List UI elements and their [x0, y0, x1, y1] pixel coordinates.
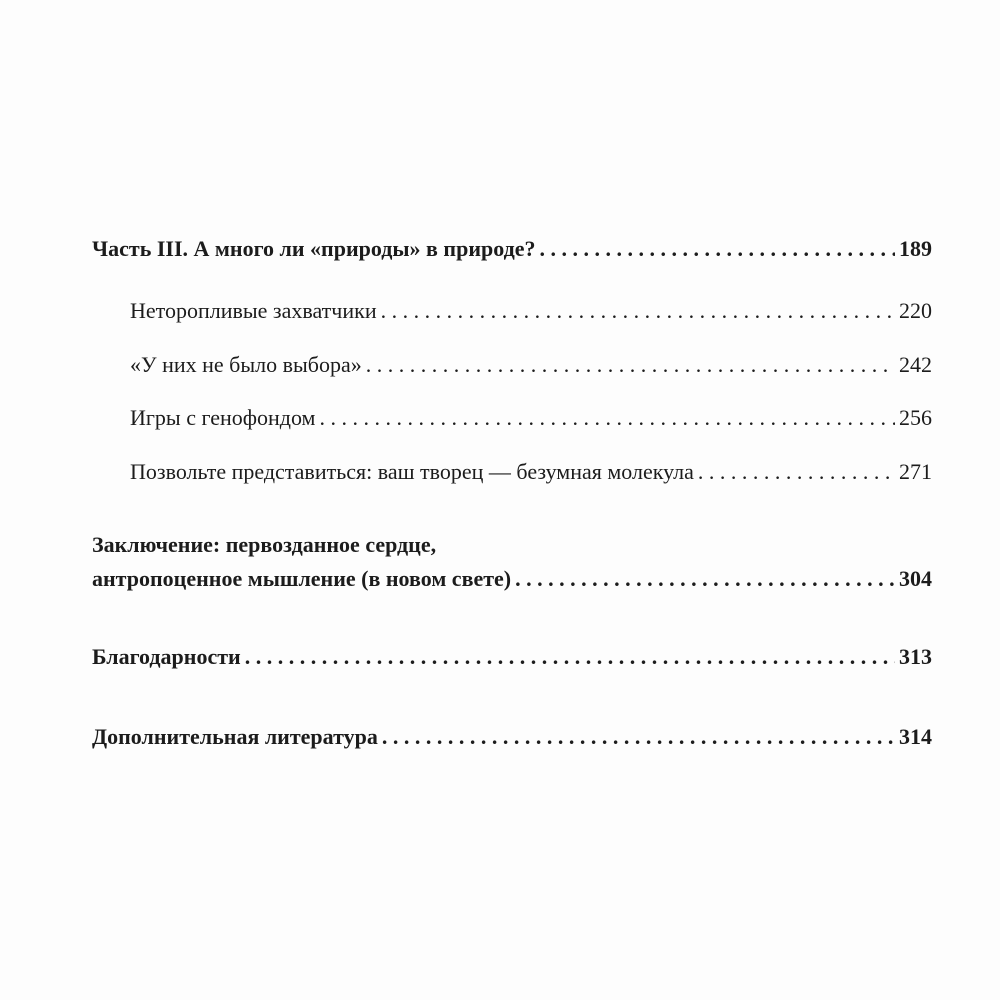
toc-entry-label: «У них не было выбора»: [130, 352, 362, 377]
toc-entry-label: Неторопливые захватчики: [130, 298, 377, 323]
toc-page-number: 220: [899, 298, 932, 323]
toc-entry-label: Позвольте представиться: ваш творец — безумная молекула: [130, 459, 694, 484]
dot-leader: [366, 348, 895, 382]
toc-entry-chapter[interactable]: [130, 455, 932, 489]
toc-entry-label-line1: Заключение: первозданное сердце,: [92, 532, 437, 557]
toc-entry-chapter[interactable]: [130, 294, 932, 328]
toc-entry-conclusion[interactable]: [92, 528, 932, 596]
toc-entry-chapter[interactable]: [130, 401, 932, 435]
toc-page-number: 313: [899, 644, 932, 669]
toc-page-number: 189: [899, 236, 932, 261]
toc-entry-label: Благодарности: [92, 644, 241, 669]
toc-page-number: 256: [899, 405, 932, 430]
dot-leader: [381, 294, 895, 328]
toc-entry-label: Игры с генофондом: [130, 405, 316, 430]
dot-leader: [319, 401, 895, 435]
toc-entry-part3[interactable]: [92, 232, 932, 266]
dot-leader: [382, 720, 895, 754]
toc-entry-label: Дополнительная литература: [92, 724, 378, 749]
toc-entry-chapter[interactable]: [130, 348, 932, 382]
toc-entry-thanks[interactable]: [92, 640, 932, 674]
toc-entry-label-line2: антропоценное мышление (в новом свете): [92, 566, 512, 591]
toc-page-number: 304: [899, 566, 932, 591]
toc-page-number: 271: [899, 459, 932, 484]
dot-leader: [245, 640, 895, 674]
toc-entry-literature[interactable]: [92, 720, 932, 754]
dot-leader: [515, 562, 895, 596]
dot-leader: [540, 232, 895, 266]
toc-entry-label: Часть III. А много ли «природы» в природе?: [92, 236, 536, 261]
toc-page-number: 242: [899, 352, 932, 377]
dot-leader: [698, 455, 895, 489]
toc-page-number: 314: [899, 724, 932, 749]
